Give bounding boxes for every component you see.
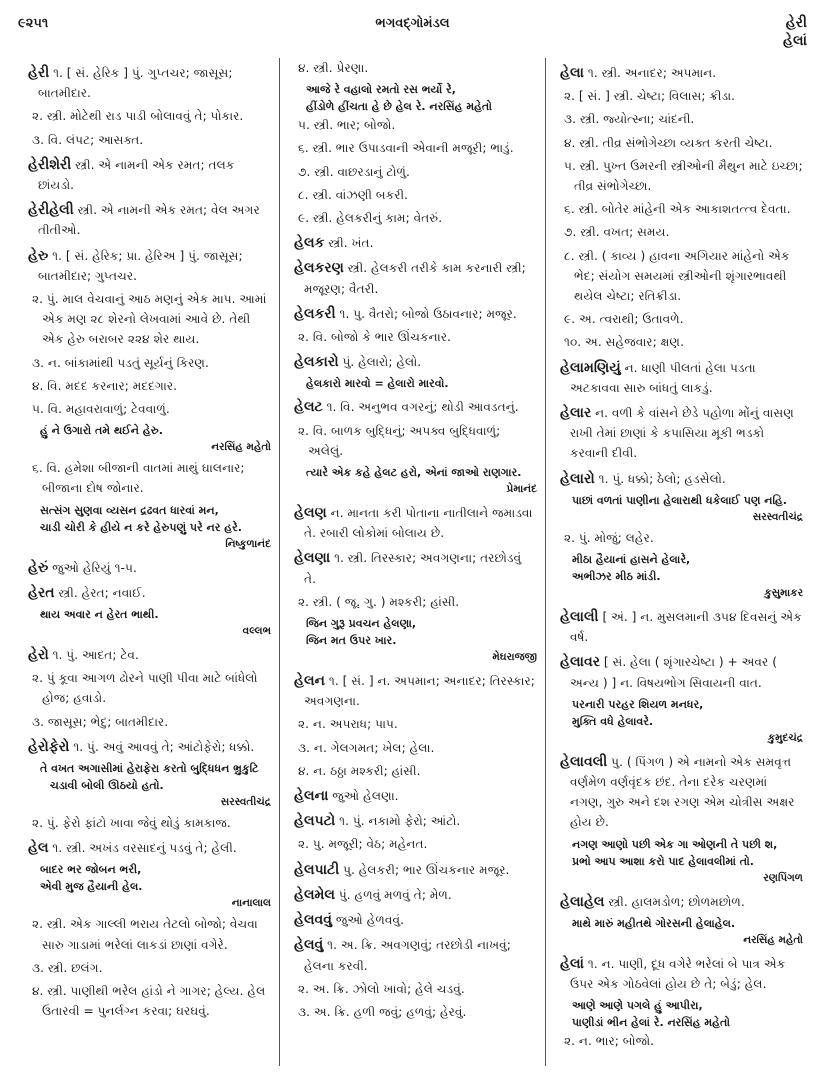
citation-line: હું ને ઉગારો તમે થઈને હેરુ. <box>40 424 163 438</box>
sense-definition: ૨. પું. ફેરો ફાંટો ખાવા જેવું થોડું કામકાજ. <box>32 816 231 831</box>
headword: હેલાલી <box>560 609 599 626</box>
sense-definition: ૬. સ્ત્રી. બોતેર માંહેની એક આકાશતત્ત્વ દેવતા. <box>564 202 791 217</box>
citation-line: મુક્તિ વધે હેલાવરે. <box>572 714 654 728</box>
citation-author: નરસિંહ મહેતો <box>211 441 271 454</box>
headword: હેલટ <box>294 399 323 416</box>
headword: હેલવવું <box>294 912 332 929</box>
citation-line: ત્યારે એક કહે હેલટ હરો, એનાં જાઓ રાણગાર. <box>306 466 522 480</box>
citation-line: બાદર ભર જોબન ભરી, <box>40 863 142 877</box>
headword: હેલકારો <box>294 354 339 371</box>
citation-line: જિન ગુરૂ પ્રવચન હેલણા, <box>306 617 417 631</box>
definition: સ્ત્રી. એ નામની એક રમત; વેલ અગર તીતીઓ. <box>38 203 260 238</box>
headword: હેલાવલી <box>560 753 608 770</box>
dictionary-entry <box>288 304 537 324</box>
headword: હેલવું <box>294 937 324 954</box>
citation-line: પરનારી પરહર શિયળ મનધર, <box>572 697 704 711</box>
dictionary-entry <box>288 233 537 253</box>
dictionary-entry <box>554 403 803 464</box>
sense-definition: ૨. પુ. મજૂરી; વેઠ; મહેનત. <box>298 837 428 852</box>
dictionary-entry <box>554 892 803 912</box>
dictionary-entry <box>288 671 537 711</box>
sense-definition: ૬. વિ. હમેશા બીજાની વાતમાં માથું ઘાલનાર; બીજાના દોષ જોનાર. <box>32 461 245 496</box>
citation-author: નાનાલાલ <box>231 897 271 910</box>
running-title: ભગવદ્ગોમંડલ <box>375 16 450 31</box>
sense-definition: ૨. ન. ભાર; બોજો. <box>564 1034 655 1049</box>
citation-line: અભીઝર મીઠ માંડી. <box>572 570 661 584</box>
dictionary-entry <box>22 583 271 603</box>
definition: [ સં. હેલા ( શૃંગારચેષ્ટા ) + અવર ( અન્ય ) ] ન. વિષયભોગ સિવાયની વાત. <box>570 655 777 690</box>
headword: હેલાં <box>560 955 584 972</box>
headword: હેલકરી <box>294 305 336 322</box>
headword: હેરુ <box>28 247 49 264</box>
sense-definition: ૭. સ્ત્રી. વાછરડાનું ટોળું. <box>298 164 410 179</box>
definition: ૧. પું. નકામો ફેરો; આંટો. <box>339 814 461 829</box>
dictionary-entry <box>288 910 537 930</box>
headword: હેલક <box>294 235 325 252</box>
sense-definition: ૩. અ. ક્રિ. હળી જવું; હળવું; હેરવું. <box>298 1004 467 1019</box>
definition: ૧. સ્ત્રી. અખંડ વરસાદનું પડવું તે; હેલી. <box>52 841 237 856</box>
sense-definition: ૬. સ્ત્રી. ભાર ઉપાડવાની એવાની મજૂરી; ભાડું. <box>298 141 514 156</box>
sense-definition: ૪. ન. ઠઠ્ઠા મશ્કરી; હાંસી. <box>298 763 421 778</box>
sense-definition: ૩. વિ. લંપટ; આસક્ત. <box>32 132 144 147</box>
sense-definition: ૨. પું. માલ વેચવાનું આઠ મણનું એક માપ. આમાં એક મણ ૨૮ શેરનો લેખવામાં આવે છે. તેથી એક હેરુ બરાબર ૨૨૪ શેર થાય. <box>32 292 267 347</box>
sense-definition: ૧૦. અ. સહેજવાર; ક્ષણ. <box>564 335 684 350</box>
definition: જુઓ હેલણા. <box>332 789 399 804</box>
sense-definition: ૫. વિ. મહાવરાવાળું; ટેવવાળું. <box>32 402 170 417</box>
dictionary-entry <box>554 652 803 692</box>
definition: જુઓ હેળવવું. <box>335 913 404 928</box>
definition: સ્ત્રી. હાલમડોળ; છોળમછોળ. <box>608 894 745 909</box>
headword: હેલપટો <box>294 813 336 830</box>
dictionary-entry <box>288 503 537 543</box>
headword: હેલામણિયું <box>560 359 621 376</box>
headword: હેલા <box>560 65 584 81</box>
dictionary-entry <box>554 954 803 994</box>
dictionary-entry <box>22 246 271 286</box>
citation-author: મેઘરાજજી <box>492 651 537 664</box>
page-header <box>18 14 807 54</box>
citation-line: નગણ આણો પછી એક ગા ઓણની તે પછી શ, <box>572 837 778 851</box>
headword: હેરી <box>28 65 50 81</box>
citation-line: સત્સંગ સુણવા વ્યસન દ્રઢવત ધારવાં મન, <box>40 503 219 517</box>
citation-author: પ્રેમાનંદ <box>506 483 537 496</box>
headword: હેલણ <box>294 505 327 522</box>
dictionary-entry <box>22 200 271 240</box>
sense-definition: ૮. સ્ત્રી. ( કાવ્ય ) હાવના અગિયાર માંહેનો એક ભેદ; સંયોગ સમયમાં સ્ત્રીઓની શૃંગારભાવથી થયેલ ચેષ્ટા; રતિક્રીડા. <box>564 248 790 304</box>
headword: હેલકરણ <box>294 260 344 277</box>
dictionary-entry <box>22 838 271 858</box>
citation-line: થાય અવાર ન હેરત ભાથી. <box>40 608 159 622</box>
definition: ૧. [ સં. હેરિક; પ્રા. હેરિઅ ] પું. જાસૂસ; બાતમીદાર; ગુપ્તચર. <box>38 248 243 283</box>
dictionary-entry <box>554 752 803 833</box>
definition: સ્ત્રી. એ નામની એક રમત; તલક છાંયડો. <box>38 157 235 193</box>
definition: પું. હેલારો; હેલો. <box>342 355 422 370</box>
definition: ૧. ન. પાણી, દૂધ વગેરે ભરેલાં બે પાત્ર એક ઉપર એક ગોઠવેલાં હોય છે તે; બેડું; હેલ. <box>570 956 786 992</box>
sense-definition: ૨. વિ. બોજો કે ભાર ઊંચકનાર. <box>298 330 451 345</box>
headword: હેરીહેલી <box>28 202 74 219</box>
page-number: ૯૨૫૧ <box>18 16 49 31</box>
definition: ન. માનતા કરી પોતાના નાતીલાને જમાડવા તે. રબારી લોકોમાં બોલાય છે. <box>304 506 533 541</box>
definition: ન. ધાણી પીલતાં હેલા પડતા અટકાવવા સારુ બાંધતું લાકડું. <box>570 360 756 395</box>
headword: હેલ <box>28 840 49 857</box>
sense-definition: ૪. સ્ત્રી. તીવ્ર સંભોગેચ્છા વ્યક્ત કરતી ચેષ્ટા. <box>564 135 773 150</box>
headword: હેરીશેરી <box>28 156 72 173</box>
sense-definition: ૩. ન. ગેલગમત; ખેલ; હેલા. <box>298 740 435 755</box>
citation-line: પ્રભો આપ આશા કરો પાદ હેલાવલીમાં તો. <box>572 854 754 868</box>
definition: ૧. અ. ક્રિ. અવગણવું; તરછોડી નાખવું; હેલના કરવી. <box>304 938 511 973</box>
dictionary-entry <box>554 358 803 398</box>
sense-definition: ૨. પું. મોજું; લહેર. <box>564 530 654 545</box>
sense-definition: ૯. અ. ત્વરાથી; ઉતાવળે. <box>564 312 684 327</box>
definition: ૧. સ્ત્રી. તિરસ્કાર; અવગણના; તરછોડવું તે. <box>304 551 522 586</box>
definition: સ્ત્રી. હેલકરી તરીકે કામ કરનારી સ્ત્રી; મજૂરણ; વૈતરી. <box>304 261 526 296</box>
citation-line: આજે રે વહાલો રમતો રસ ભર્યો રે, <box>306 83 456 97</box>
headword: હેરત <box>28 584 55 601</box>
dictionary-entry <box>22 558 271 578</box>
sense-definition: ૩. સ્ત્રી. જ્યોત્સ્ના; ચાંદની. <box>564 112 695 127</box>
headword: હેલારો <box>560 470 595 487</box>
definition: ૧. પું. ધક્કો; ઠેલો; હડસેલો. <box>598 471 726 486</box>
dictionary-entry <box>288 397 537 417</box>
definition: સ્ત્રી. હેરત; નવાઈ. <box>58 585 146 600</box>
sense-definition: ૫. સ્ત્રી. ભાર; બોજો. <box>298 118 396 133</box>
guide-word-last: હેલાં <box>783 33 807 49</box>
sense-definition: ૫. સ્ત્રી. પુખ્ત ઉમરની સ્ત્રીઓની મૈથુન માટે ઇચ્છા; તીવ્ર સંભોગેચ્છા. <box>564 158 803 194</box>
headword: હેલાવર <box>560 654 600 671</box>
column-3 <box>545 58 811 1066</box>
headword: હેરું <box>28 559 49 576</box>
dictionary-entry <box>554 63 803 83</box>
guide-word-first: હેરી <box>785 15 807 31</box>
citation-author: સરસ્વતીચંદ્ર <box>752 510 803 523</box>
definition: ૧. [ સં. ] ન. અપમાન; અનાદર; તિરસ્કાર; અવગણના. <box>304 674 535 709</box>
headword: હેલન <box>294 673 325 690</box>
dictionary-entry <box>288 860 537 880</box>
citation-line: તે વખત અગાસીમાં હેરાફેરા કરતો બુદ્ધિધન ભ્રુકુટિ ચડાવી બોલી ઊઠયો હતો. <box>40 762 259 793</box>
definition: જુઓ હેરિયું ૧-૫. <box>52 560 137 575</box>
definition: ૧. [ સં. હેરિક ] પું. ગુપ્તચર; જાસૂસ; બાતમીદાર. <box>38 66 233 101</box>
citation-line: જિન મત ઉપર ખાર. <box>306 634 397 648</box>
headword: હેલાહેલ <box>560 893 605 910</box>
headword: હેલપાટી <box>294 861 340 878</box>
citation-line: માથે મારું મહીતથે ગોરસની હેલાહેલ. <box>572 916 736 930</box>
sense-definition: ૨. [ સં. ] સ્ત્રી. ચેષ્ટા; વિલાસ; ક્રીડા. <box>564 89 736 104</box>
headword: હેરો <box>28 647 49 664</box>
dictionary-entry <box>288 935 537 975</box>
citation-author: નરસિંહ મહેતો <box>743 933 803 946</box>
headword: હેરોફેરો <box>28 738 70 755</box>
dictionary-entry <box>288 548 537 588</box>
citation-line: પાછાં વળતાં પાણીના હેલારાથી ધકેલાઈ પણ નહિ. <box>572 493 787 507</box>
definition: પુ. હેલકરી; ભાર ઊંચકનાર મજૂર. <box>343 862 510 877</box>
citation-line: મીઠા હૈયાનાં હાસને હેલારે, <box>572 553 691 567</box>
sense-definition: ૩. સ્ત્રી. છલંગ. <box>32 960 103 975</box>
definition: ન. વળી કે વાંસને છેડે પહોળા મોંનું વાસણ રાખી તેમાં છાણાં કે કપાસિયા મૂકી ભડકો કરવાની દીવી. <box>570 406 794 461</box>
citation-line: એવી મુજ હૈયાની હેલ. <box>40 880 143 894</box>
column-2 <box>279 58 545 1066</box>
citation-author: નિષ્કુળાનંદ <box>225 537 271 550</box>
citation-line: ચાડી ચોરી કે હીયે ન કરે હેરુપણું પરે નર હરે. <box>40 520 242 534</box>
dictionary-entry <box>554 607 803 647</box>
sense-definition: ૨. ન. અપરાધ; પાપ. <box>298 717 398 732</box>
definition: ૧. પું. આદત; ટેવ. <box>52 648 139 663</box>
headword: હેલમેલ <box>294 886 336 903</box>
sense-definition: ૩. ન. બાંકામાંથી પડતું સૂર્યનું કિરણ. <box>32 355 209 370</box>
column-1 <box>14 58 279 1066</box>
dictionary-entry <box>288 258 537 298</box>
definition: ૧. સ્ત્રી. અનાદર; અપમાન. <box>587 66 717 80</box>
dictionary-entry <box>22 63 271 103</box>
dictionary-entry <box>288 885 537 905</box>
dictionary-entry <box>22 155 271 195</box>
sense-definition: ૨. સ્ત્રી. ( જૂ. ગુ. ) મશ્કરી; હાંસી. <box>298 594 460 609</box>
sense-definition: ૨. વિ. બાળક બુદ્ધિનું; અપક્વ બુદ્ધિવાળું; અલેલું. <box>298 423 501 458</box>
headword: હેલણા <box>294 550 331 567</box>
definition: ૧. પુ. વૈતરો; બોજો ઉઠાવનાર; મજૂર. <box>339 306 517 321</box>
guide-words <box>783 14 807 50</box>
sense-definition: ૪. સ્ત્રી. પાણીથી ભરેલ હાંડો ને ગાગર; હેલ્ય. હેલ ઉતારવી = પુનર્લગ્ન કરવા; ઘરઘવું. <box>32 984 266 1019</box>
dictionary-entry <box>288 811 537 831</box>
dictionary-columns <box>14 58 811 1066</box>
citation-author: વલ્લભ <box>242 625 271 638</box>
dictionary-entry <box>22 645 271 665</box>
citation-line: આણે આણે પગલે હું આપીરા, <box>572 999 703 1013</box>
dictionary-entry <box>22 737 271 757</box>
definition: પુ. ( પિંગળ ) એ નામનો એક સમવૃત્ત વર્ણમેળ વર્ણવૃંદક છંદ. તેના દરેક ચરણમાં નગણ, ગુરુ અને દશ રગણ એમ ચોત્રીસ અક્ષર હોય છે. <box>570 754 795 830</box>
sense-definition: ૩. જાસૂસ; ભેદુ; બાતમીદાર. <box>32 714 169 729</box>
sense-definition: ૮. સ્ત્રી. વાંઝણી બકરી. <box>298 187 408 202</box>
sense-definition: ૭. સ્ત્રી. વખત; સમય. <box>564 225 670 240</box>
definition: પું. હળવું મળવું તે; મેળ. <box>338 887 452 902</box>
sense-definition: ૨. સ્ત્રી. મોટેથી રાડ પાડી બોલાવવું તે; પોકાર. <box>32 109 244 124</box>
dictionary-entry <box>288 352 537 372</box>
citation-author: સરસ્વતીચંદ્ર <box>220 796 271 809</box>
sense-definition: ૯. સ્ત્રી. હેલકરીનું કામ; વેતરું. <box>298 211 443 226</box>
citation-author: કુસુમાકર <box>764 587 803 600</box>
sense-definition: ૪. સ્ત્રી. પ્રેરણા. <box>298 61 369 75</box>
sense-definition: ૨. અ. ક્રિ. ઝોલો ખાવો; હેલે ચડવું. <box>298 981 465 996</box>
citation-author: કુમુદચંદ્ર <box>767 731 803 744</box>
definition: ૧. પું. અવું આવવું તે; આંટોફેરો; ધક્કો. <box>73 739 255 754</box>
sense-definition: ૨. સ્ત્રી. એક ગાલ્લી ભરાય તેટલો બોજો; વેચવા સારુ ગાડામાં ભરેલાં લાકડાં છાણાં વગેરે. <box>32 917 258 952</box>
dictionary-entry <box>288 786 537 806</box>
definition: ૧. વિ. અનુભવ વગરનું; થોડી આવડતનું. <box>326 400 519 415</box>
headword: હેલાર <box>560 405 592 422</box>
dictionary-entry <box>554 469 803 489</box>
definition: [ અં. ] ન. મુસલમાની ૩૫૪ દિવસનું એક વર્ષ. <box>570 610 802 645</box>
citation-line: હીંડોળે હીંચતા હે છે હેલ રે. નરસિંહ મહેતો <box>306 100 492 114</box>
headword: હેલના <box>294 788 329 805</box>
sense-definition: ૪. વિ. મદદ કરનાર; મદદગાર. <box>32 378 178 393</box>
citation-line: પાણીડાં ભીન હેલાં રે. નરસિંહ મહેતો <box>572 1016 731 1030</box>
citation-line: હેલકારો મારવો = હેલારો મારવો. <box>306 377 449 391</box>
citation-author: રણપિંગળ <box>763 871 803 884</box>
sense-definition: ૨. પું કૂવા આગળ ઢોરને પાણી પીવા માટે બાંધેલો હોજ; હવાડો. <box>32 671 258 706</box>
definition: સ્ત્રી. ખંત. <box>328 236 374 251</box>
